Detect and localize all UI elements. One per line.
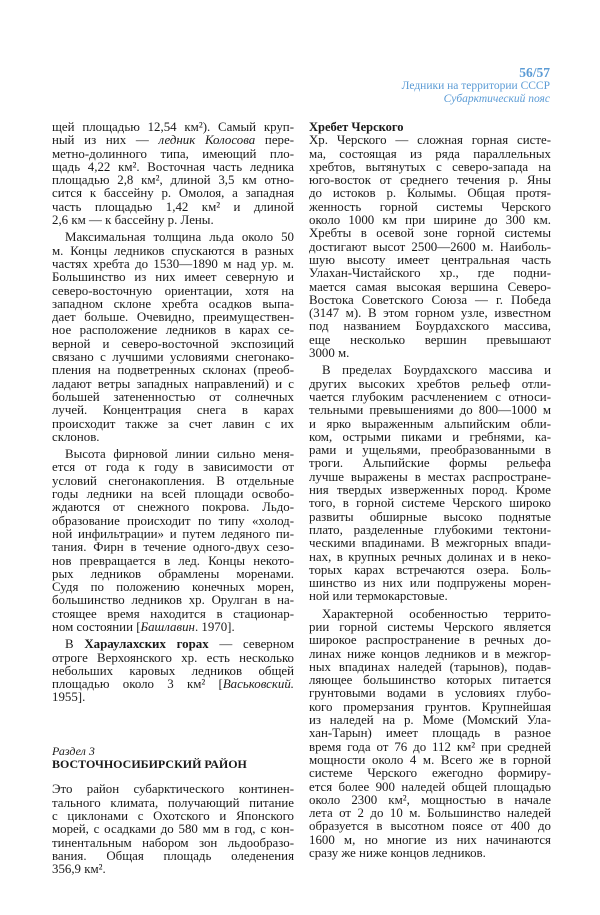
text-line: лета от 2 до 10 м. Большинство наледей xyxy=(309,806,551,821)
text-span: . 1970]. xyxy=(194,619,235,634)
text-line: рии горной системы Черского является xyxy=(309,619,551,634)
text-line: тельными превышениями до 800—1000 м xyxy=(309,403,551,418)
text-line: лучше выражены в местах распростране- xyxy=(309,469,551,484)
paragraph xyxy=(52,783,294,876)
text-line: образование происходит по типу «холод- xyxy=(52,513,294,528)
text-line: Востока Советского Союза — г. Победа xyxy=(309,292,551,307)
text-line: 2,6 км — к бассейну р. Лены. xyxy=(52,213,214,228)
text-line: тинентальным набором зон льдообразо- xyxy=(52,835,294,850)
text-line: сразу же ниже концов ледников. xyxy=(309,846,486,861)
text-line xyxy=(52,638,294,651)
text-line: пления на подветренных склонах (преоб- xyxy=(52,363,294,378)
text-line: ладают ветры западных направлений) и с xyxy=(52,376,294,391)
text-line xyxy=(52,134,294,147)
text-line: Хр. Черского — сложная горная систе- xyxy=(309,133,551,148)
text-line: тания. Фирн в течение одного-двух сезо- xyxy=(52,540,294,555)
text-line: сится к бассейну р. Омолоя, а западная xyxy=(52,186,294,201)
text-line: рых ледников обрамлены моренами. xyxy=(52,566,294,581)
text-line: грунтовыми водами в условиях глубо- xyxy=(309,686,551,701)
text-line: площадью 2,8 км², длиной 3,5 км отно- xyxy=(52,173,294,188)
right-column xyxy=(309,121,551,864)
text-line: морей, с осадками до 580 мм в год, с кон- xyxy=(52,822,294,837)
subheading: Хребет Черского xyxy=(309,120,404,134)
paragraph xyxy=(52,231,294,444)
text-line: с циклонами с Охотского и Японского xyxy=(52,808,294,823)
text-span: ном состоянии [ xyxy=(52,619,141,634)
page-numbers: 56/57 xyxy=(519,65,550,80)
text-line: женность горной системы Черского xyxy=(309,199,551,214)
text-line: метно-долинного типа, имеющий пло- xyxy=(52,146,294,161)
text-line: годы ледники на всей площади освобо- xyxy=(52,487,294,502)
text-line: северо-восточную ориентации, хотя на xyxy=(52,283,294,298)
text-span: — северном xyxy=(208,637,295,652)
text-line: дает больше. Очевидно, преимуществен- xyxy=(52,310,294,325)
section-header xyxy=(52,745,294,772)
text-line: Высота фирновой линии сильно меня- xyxy=(65,447,294,462)
text-line: до истоков р. Колымы. Общая протя- xyxy=(309,186,551,201)
text-line: системе Черского ежегодно формиру- xyxy=(309,766,551,781)
text-line: мощности около 4 м. Всего же в горной xyxy=(309,752,551,767)
bold-text: Хараулахских горах xyxy=(84,637,209,652)
text-line: верной и северо-восточной экспозиций xyxy=(52,336,294,351)
text-line: шую высоту имеет центральная часть xyxy=(309,252,551,267)
text-line: плато, разделенные глубокими тектони- xyxy=(309,522,551,537)
paragraph xyxy=(309,134,551,360)
text-line: ждаются от снежного покрова. Льдо- xyxy=(52,500,294,515)
text-line: тального климата, получающий питание xyxy=(52,795,294,810)
text-line: еще несколько вершин превышают xyxy=(309,332,551,347)
text-line: других высоких хребтов рельеф отли- xyxy=(309,376,551,391)
text-line: лучей. Концентрация снега в карах xyxy=(52,403,294,418)
text-line: около 2300 км², мощностью в начале xyxy=(309,792,551,807)
text-line: 356,9 км². xyxy=(52,862,106,877)
text-line: щей площадью 12,54 км²). Самый круп- xyxy=(52,120,294,134)
text-span: площадью около 3 км² [ xyxy=(52,677,223,692)
text-line: часть площадью 1,42 км² и длиной xyxy=(52,199,294,214)
text-line xyxy=(52,621,294,634)
text-line: ное расположение ледников в карах се- xyxy=(52,323,294,338)
text-line: время года от 76 до 112 км² при средней xyxy=(309,739,551,754)
text-line: широкое распространение в речных до- xyxy=(309,633,551,648)
paragraph xyxy=(52,448,294,634)
text-line xyxy=(52,678,294,691)
text-line: кого промерзания грунтов. Крупнейшая xyxy=(309,699,551,714)
text-line: образуется в высотном поясе от 400 до xyxy=(309,819,551,834)
text-line: (3147 м). В этом горном узле, известном xyxy=(309,306,551,321)
text-line: Улахан-Чистайского хр., где подни- xyxy=(309,266,551,281)
text-line: м. Концы ледников спускаются в разных xyxy=(52,243,294,258)
text-line: ется от года к году в зависимости от xyxy=(52,460,294,475)
text-line: под названием Боурдахского массива, xyxy=(309,319,551,334)
text-line: Характерной особенностью террито- xyxy=(322,606,551,621)
text-line: ма, состоящая из ряда параллельных xyxy=(309,146,551,161)
text-line: В пределах Боурдахского массива и xyxy=(322,363,551,378)
section-title: ВОСТОЧНОСИБИРСКИЙ РАЙОН xyxy=(52,757,247,772)
text-line: ной или термокарстовые. xyxy=(309,589,448,604)
text-line: 1600 м, но многие из них начинаются xyxy=(309,832,551,847)
text-line: хан-Тарын) имеет площадь в разное xyxy=(309,726,551,741)
paragraph xyxy=(309,608,551,861)
text-line: Максимальная толщина льда около 50 xyxy=(65,230,294,245)
text-line: нах, в крупных речных долинах и в неко- xyxy=(309,549,551,564)
text-line: большинство ледников хр. Орулган в на- xyxy=(52,593,294,608)
text-line: торых карах встречаются озера. Боль- xyxy=(309,562,551,577)
paragraph xyxy=(52,638,294,704)
text-line: ния твердых изверженных пород. Кроме xyxy=(309,483,551,498)
text-line: ных впадинах наледей (тарынов), подав- xyxy=(309,659,551,674)
section-label: Раздел 3 xyxy=(52,743,95,758)
text-line: ляющее большинство которых питается xyxy=(309,673,551,688)
text-line: вания. Общая площадь оледенения xyxy=(52,848,294,863)
text-line: ческими впадинами. В межгорных впади- xyxy=(309,536,551,551)
text-line: ной инфильтрации» и путем ледяного пи- xyxy=(52,526,294,541)
italic-text: Васьковский. xyxy=(222,677,294,692)
text-line: 1955]. xyxy=(52,690,86,705)
book-section-title: Ледники на территории СССР xyxy=(401,80,550,92)
italic-text: ледник Колосова xyxy=(158,133,256,148)
text-line: склонов. xyxy=(52,429,100,444)
text-line: большей затененностью от солнечных xyxy=(52,389,294,404)
text-line: линах ниже концов ледников и в межгор- xyxy=(309,646,551,661)
text-line: происходит также за счет лавин с их xyxy=(52,416,294,431)
text-line: западном склоне хребта осадков выпа- xyxy=(52,296,294,311)
text-line: нов превращается в лед. Концы некото- xyxy=(52,553,294,568)
running-header xyxy=(402,66,550,105)
italic-text: Башлавин xyxy=(140,619,195,634)
text-line: связано с лучшими условиями снегонако- xyxy=(52,350,294,365)
subsection-title: Субарктический пояс xyxy=(443,92,550,105)
text-line: Большинство из них имеет северную и xyxy=(52,270,294,285)
text-span: пере- xyxy=(255,133,294,148)
text-line: щадь 4,22 км². Восточная часть ледника xyxy=(52,159,294,174)
text-line: 3000 м. xyxy=(309,346,350,361)
text-line: достигают высот 2500—2600 м. Наиболь- xyxy=(309,239,551,254)
text-line: отроге Верхоянского хр. есть несколько xyxy=(52,650,294,665)
text-line: троги. Альпийские формы рельефа xyxy=(309,456,551,471)
text-line: рами и ущельями, преобразованными в xyxy=(309,443,551,458)
text-line: развиты обширные высоко поднятые xyxy=(309,509,551,524)
text-line: хребтов, вытянутых с северо-запада на xyxy=(309,159,551,174)
text-line: ком, острыми пиками и гребнями, ка- xyxy=(309,429,551,444)
text-line: из наледей на р. Моме (Момский Ула- xyxy=(309,713,551,728)
text-line: шинство из них или подпружены морен- xyxy=(309,576,551,591)
text-line: и ярко выраженным альпийским обли- xyxy=(309,416,551,431)
text-line: Хребты в осевой зоне горной системы xyxy=(309,226,551,241)
text-line: небольших каровых ледников общей xyxy=(52,663,294,678)
paragraph xyxy=(52,121,294,227)
paragraph xyxy=(309,364,551,603)
left-column xyxy=(52,121,294,880)
text-line: условий снегонакопления. В отдельные xyxy=(52,473,294,488)
text-line: частях хребта до 1530—1890 м над ур. м. xyxy=(52,256,294,271)
text-line: чается глубоким расчленением с относи- xyxy=(309,389,551,404)
text-line: около 1000 км при ширине до 300 км. xyxy=(309,213,551,228)
text-line: ется более 900 наледей общей площадью xyxy=(309,779,551,794)
text-line: Судя по положению конечных морен, xyxy=(52,580,294,595)
text-line: юго-восток от среднего течения р. Яны xyxy=(309,173,551,188)
text-line: стоящее время находится в стационар- xyxy=(52,606,294,621)
text-span: В xyxy=(65,637,85,652)
text-line: Это район субарктического континен- xyxy=(52,782,294,797)
text-span: ный из них — xyxy=(52,133,159,148)
text-line: мается самая высокая вершина Северо- xyxy=(309,279,551,294)
text-line: того, в горной системе Черского широко xyxy=(309,496,551,511)
